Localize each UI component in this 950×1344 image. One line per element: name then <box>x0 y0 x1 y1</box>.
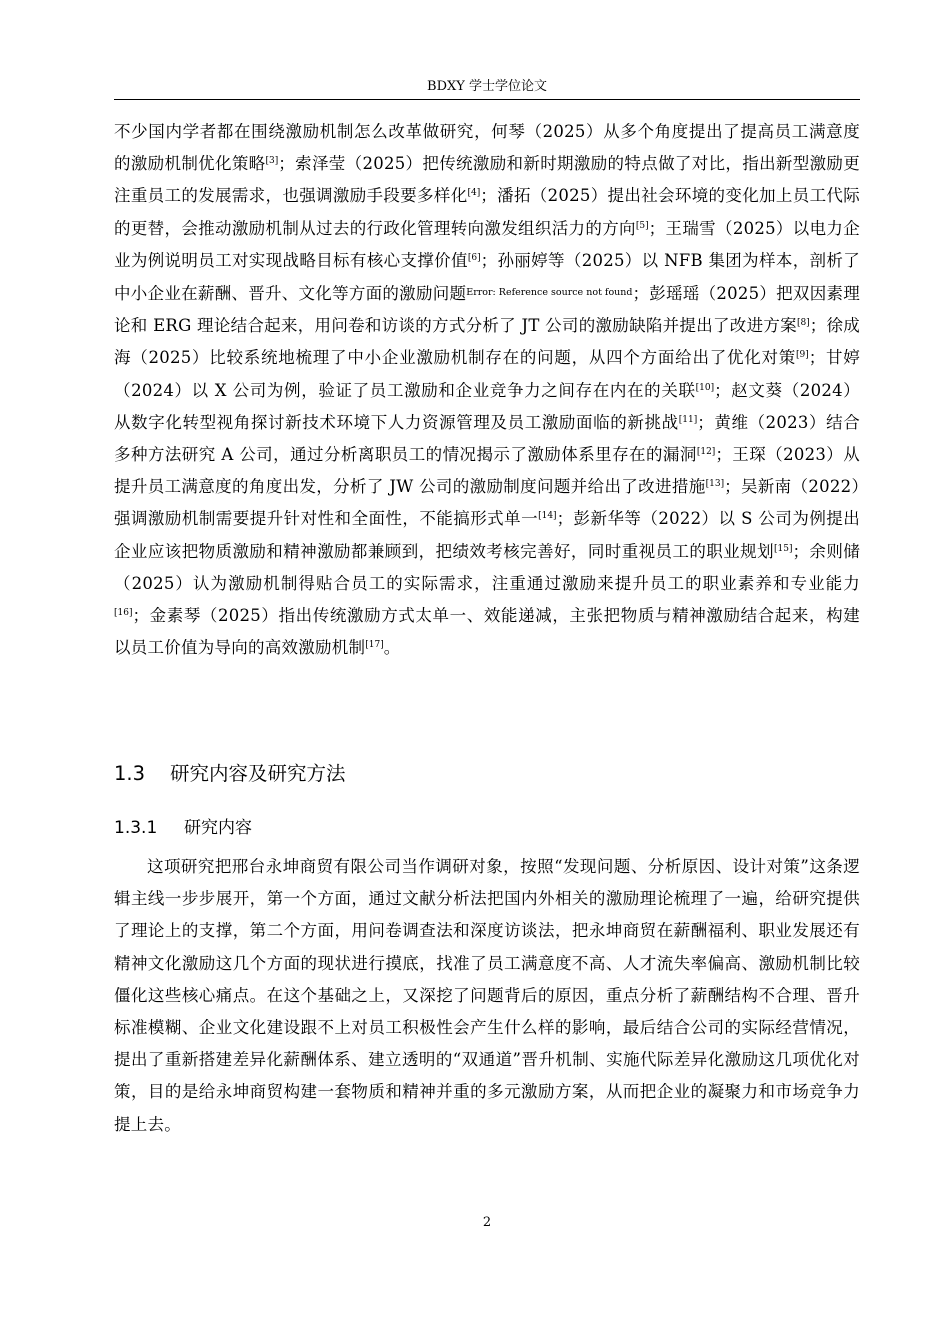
citation-ref[interactable]: [3] <box>265 156 279 167</box>
citation-ref[interactable]: [8] <box>796 318 810 329</box>
citation-ref[interactable]: [4] <box>467 188 481 199</box>
citation-ref[interactable]: [11] <box>678 414 698 425</box>
page-number: 2 <box>482 1215 492 1230</box>
citation-ref[interactable]: [9] <box>795 350 809 361</box>
citation-ref[interactable]: [17] <box>365 640 384 651</box>
literature-review-paragraph <box>114 116 860 664</box>
paragraph-text-segment: ；彭瑶瑶（2025）把双因素理论和 ERG 理论结合起来，用问卷和访谈的方式分析了 JT 公司的激励缺陷并提出了改进方案 <box>114 284 860 336</box>
paragraph-text-segment: 。 <box>383 638 401 658</box>
paragraph-text-segment: ；王瑞雪（2025）以电力企业为例说明员工对实现战略目标有核心支撑价值 <box>114 218 861 270</box>
paragraph-text-segment: ；王琛（2023）从提升员工满意度的角度出发，分析了 JW 公司的激励制度问题并给出了改进措施 <box>114 445 860 497</box>
citation-ref[interactable]: [6] <box>467 252 481 263</box>
reference-error-note: Error: Reference source not found <box>466 287 633 299</box>
section-number: 1.3 <box>114 762 146 785</box>
paragraph-text-segment: ；徐成海（2025）比较系统地梳理了中小企业激励机制存在的问题，从四个方面给出了优化对策 <box>114 316 861 368</box>
section-heading <box>114 761 346 787</box>
paragraph-text-segment: 不少国内学者都在围绕激励机制怎么改革做研究，何琴（2025）从多个角度提出了提高员工满意度的激励机制优化策略 <box>114 122 860 174</box>
citation-ref[interactable]: [14] <box>538 511 557 522</box>
paragraph-text-segment: ；孙丽婷等（2025）以 NFB 集团为样本，剖析了中小企业在薪酬、晋升、文化等方面的激励问题 <box>114 250 861 304</box>
paragraph-text-segment: ；黄维（2023）结合多种方法研究 A 公司，通过分析离职员工的情况揭示了激励体系里存在的漏洞 <box>114 412 861 465</box>
citation-ref[interactable]: [10] <box>695 382 715 393</box>
paragraph-text-segment: ；吴新南（2022）强调激励机制需要提升针对性和全面性，不能搞形式单一 <box>114 477 860 529</box>
citation-ref[interactable]: [13] <box>705 479 725 490</box>
paragraph-text-segment: ；彭新华等（2022）以 S 公司为例提出企业应该把物质激励和精神激励都兼顾到，把绩效考核完善好，同时重视员工的职业规划 <box>114 509 860 561</box>
subsection-heading <box>114 816 252 840</box>
header-rule <box>114 99 860 100</box>
research-content-paragraph: 这项研究把邢台永坤商贸有限公司当作调研对象，按照“发现问题、分析原因、设计对策”这条逻辑主线一步步展开，第一个方面，通过文献分析法把国内外相关的激励理论梳理了一遍，给研究提供了理论上的支撑，第二个方面，用问卷调查法和深度访谈法，把永坤商贸在薪酬福利、职业发展还有精神文化激励这几个方面的现状进行摸底，找准了员工满意度不高、人才流失率偏高、激励机制比较僵化这些核心痛点。在这个基础之上，又深挖了问题背后的原因，重点分析了薪酬结构不合理、晋升标准模糊、企业文化建设跟不上对员工积极性会产生什么样的影响，最后结合公司的实际经营情况，提出了重新搭建差异化薪酬体系、建立透明的“双通道”晋升机制、实施代际差异化激励这几项优化对策，目的是给永坤商贸构建一套物质和精神并重的多元激励方案，从而把企业的凝聚力和市场竞争力提上去。 <box>114 857 860 1134</box>
section-title: 研究内容及研究方法 <box>170 762 346 785</box>
paragraph-text-segment: ；余则储（2025）认为激励机制得贴合员工的实际需求，注重通过激励来提升员工的职业素养和专业能力 <box>114 541 861 593</box>
paragraph-text-segment: ；赵文葵（2024）从数字化转型视角探讨新技术环境下人力资源管理及员工激励面临的新挑战 <box>114 380 860 432</box>
paragraph-text-segment: ；潘拓（2025）提出社会环境的变化加上员工代际的更替，会推动激励机制从过去的行政化管理转向激发组织活力的方向 <box>114 186 860 238</box>
subsection-number: 1.3.1 <box>114 818 158 838</box>
paragraph-text-segment: ；索泽莹（2025）把传统激励和新时期激励的特点做了对比，指出新型激励更注重员工的发展需求，也强调激励手段要多样化 <box>114 154 861 206</box>
citation-ref[interactable]: [5] <box>635 220 649 231</box>
citation-ref[interactable]: [15] <box>774 543 793 554</box>
paragraph-text-segment: ；金素琴（2025）指出传统激励方式太单一、效能递减，主张把物质与精神激励结合起来，构建以员工价值为导向的高效激励机制 <box>114 606 860 658</box>
paragraph-text-segment: ；甘婷（2024）以 X 公司为例，验证了员工激励和企业竞争力之间存在内在的关联 <box>114 348 860 400</box>
citation-ref[interactable]: [16] <box>114 608 133 619</box>
running-header: BDXY 学士学位论文 <box>427 79 547 94</box>
citation-ref[interactable]: [12] <box>696 447 716 458</box>
subsection-title: 研究内容 <box>184 818 252 838</box>
